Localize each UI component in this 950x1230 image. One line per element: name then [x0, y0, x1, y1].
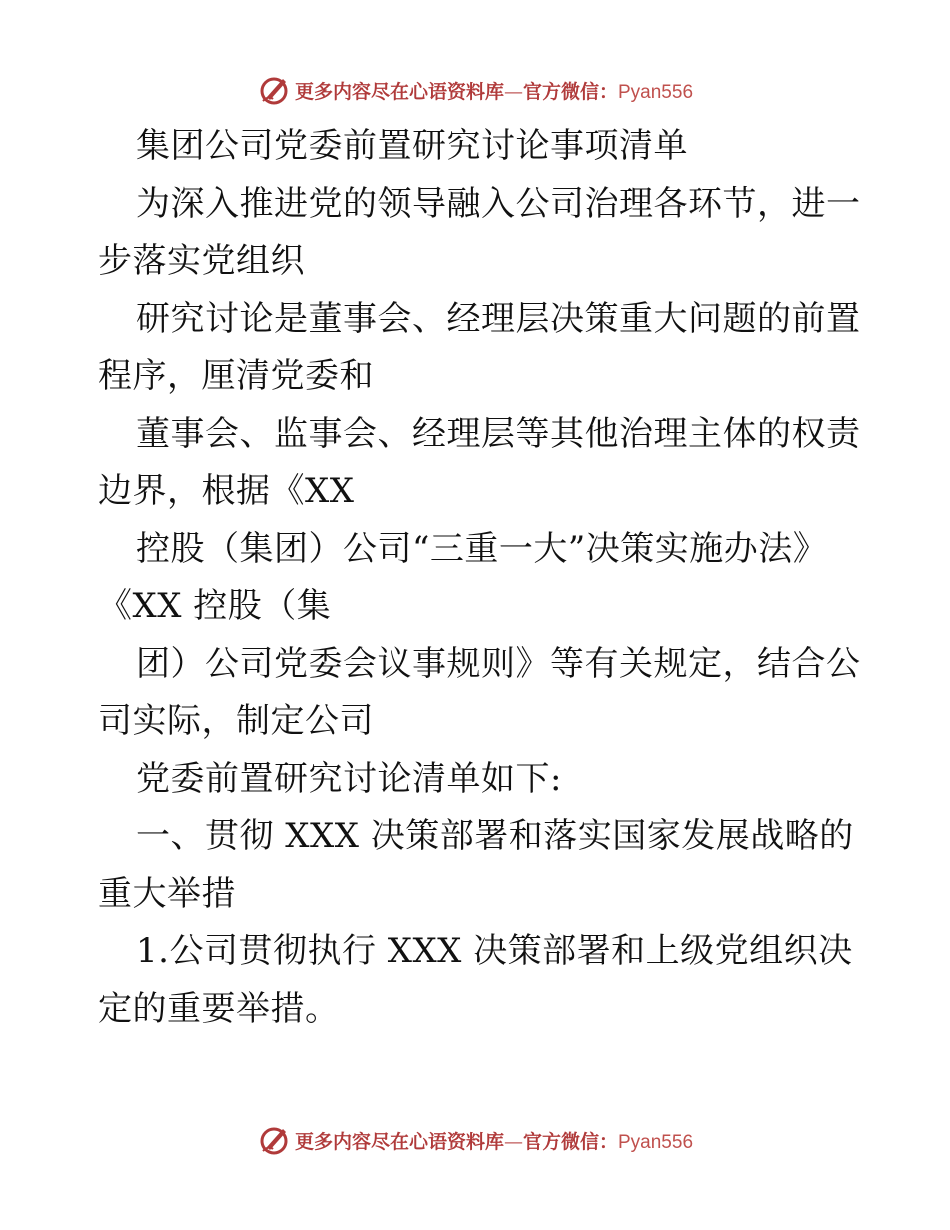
document-body: [98, 118, 861, 1038]
section-heading-continued: 重大举措: [98, 873, 236, 914]
paragraph-line: 《XX 控股（集: [98, 586, 332, 626]
quill-seal-icon: [257, 1123, 291, 1157]
paragraph-line: 为深入推进党的领导融入公司治理各环节，进一: [136, 183, 861, 224]
section-heading: 一、贯彻 XXX 决策部署和落实国家发展战略的: [136, 816, 854, 856]
list-item: 1.公司贯彻执行 XXX 决策部署和上级党组织决: [136, 931, 853, 971]
wechat-id: Pyan556: [618, 81, 694, 103]
wechat-id: Pyan556: [618, 1131, 694, 1153]
paragraph-line: 步落实党组织: [98, 241, 305, 281]
header-watermark: [0, 70, 950, 110]
paragraph-line: 董事会、监事会、经理层等其他治理主体的权责: [136, 413, 861, 454]
paragraph-line: 党委前置研究讨论清单如下:: [136, 758, 562, 799]
watermark-text: 更多内容尽在心语资料库—官方微信：Pyan556: [294, 80, 694, 103]
paragraph-line: 团）公司党委会议事规则》等有关规定，结合公: [136, 643, 861, 684]
paragraph-line: 司实际，制定公司: [98, 701, 374, 741]
paragraph-line: 研究讨论是董事会、经理层决策重大问题的前置: [136, 298, 861, 339]
paragraph-line: 程序，厘清党委和: [98, 356, 374, 396]
footer-watermark: [0, 1120, 950, 1160]
quill-seal-icon: [257, 73, 291, 107]
paragraph-line: 边界，根据《XX: [98, 471, 355, 511]
paragraph-line: 控股（集团）公司“三重一大”决策实施办法》: [136, 528, 828, 569]
list-item-continued: 定的重要举措。: [98, 988, 340, 1029]
document-title: 集团公司党委前置研究讨论事项清单: [136, 126, 688, 166]
watermark-text: 更多内容尽在心语资料库—官方微信：Pyan556: [294, 1130, 694, 1153]
